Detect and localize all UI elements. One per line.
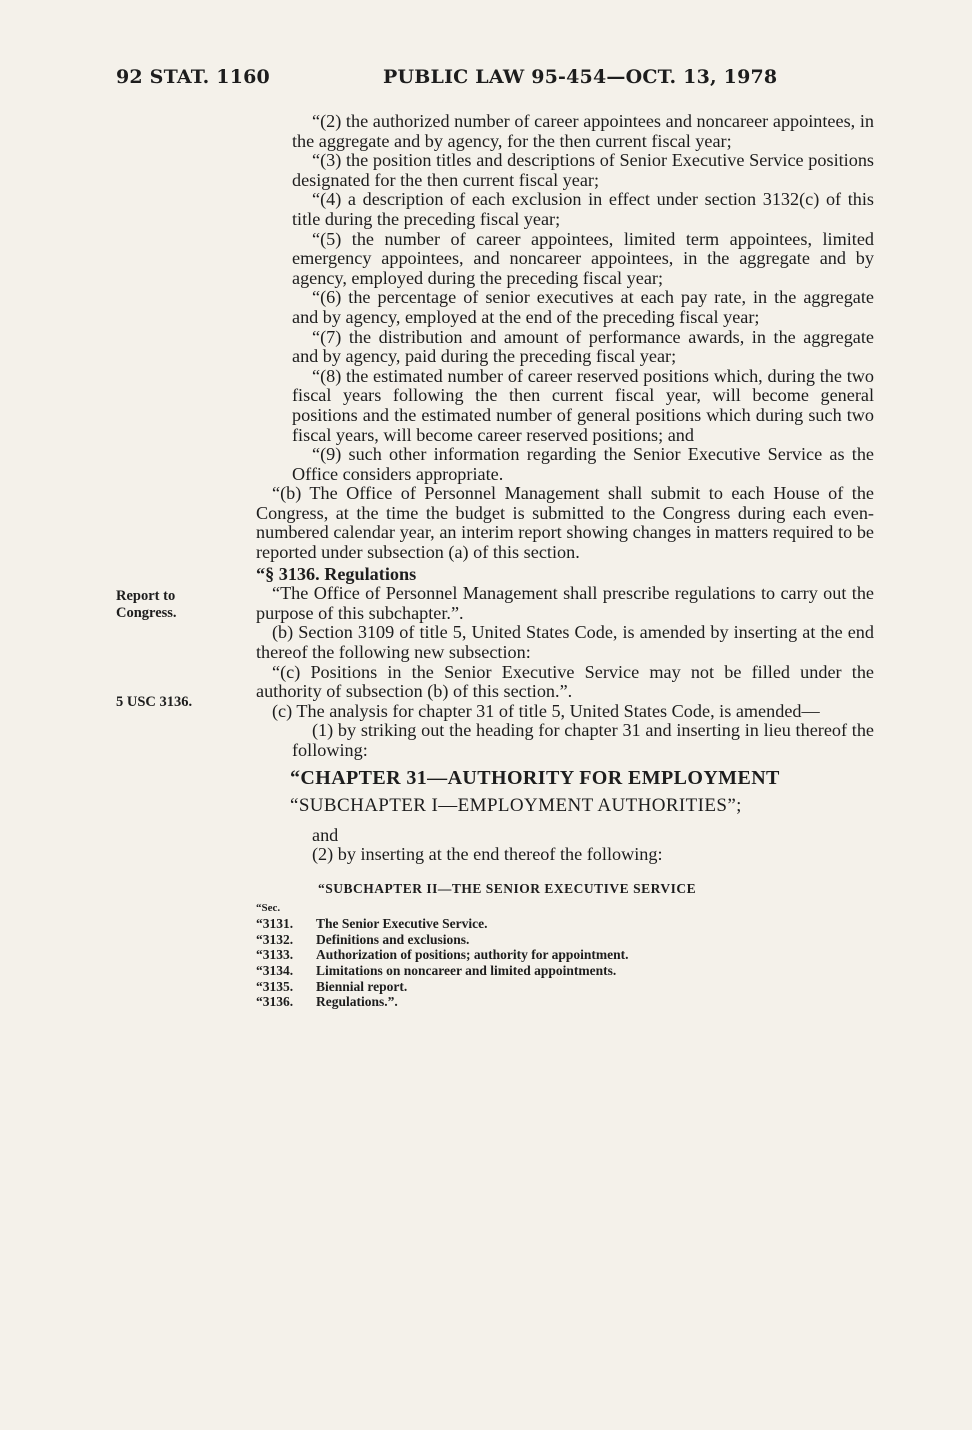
paragraph-3: “(3) the position titles and descriptions of Senior Executive Service positions designated for the then current fiscal year; xyxy=(292,150,874,190)
paragraph-7: “(7) the distribution and amount of performance awards, in the aggregate and by agency, paid during the preceding fiscal year; xyxy=(292,326,874,367)
paragraph-5: “(5) the number of career appointees, limited term appointees, limited emergency appointees, and noncareer appointees, in the aggregate and by agency, employed during the preceding fiscal year; xyxy=(292,228,874,288)
item-1: (1) by striking out the heading for chapter 31 and inserting in lieu thereof the following: xyxy=(292,720,874,760)
margin-note-usc: 5 USC 3136. xyxy=(116,694,193,710)
margin-note-line: Report to xyxy=(116,588,176,604)
paragraph-b: “(b) The Office of Personnel Management shall submit to each House of the Congress, at the time the budget is submitted to the Congress during each even-numbered calendar year, an interim report showing changes in matters required to be reported under subsection (a) of this section. xyxy=(256,483,874,563)
toc-title: Limitations on noncareer and limited appointments. xyxy=(316,962,617,978)
paragraph-2: “(2) the authorized number of career appointees and noncareer appointees, in the aggregate and by agency, for the then current fiscal year; xyxy=(292,111,874,151)
toc-number: “3133. xyxy=(256,947,294,963)
margin-note-line: Congress. xyxy=(116,605,177,621)
subsection-c: “(c) Positions in the Senior Executive Service may not be filled under the authority of subsection (b) of this section.”. xyxy=(256,661,874,702)
running-header: PUBLIC LAW 95-454—OCT. 13, 1978 xyxy=(383,66,778,88)
page-stat-number: 92 STAT. 1160 xyxy=(116,66,270,88)
margin-note-report xyxy=(116,588,177,622)
toc-row xyxy=(256,932,874,948)
toc-number: “3135. xyxy=(256,978,294,994)
amendment-c: (c) The analysis for chapter 31 of title 5, United States Code, is amended— xyxy=(272,700,820,721)
toc-title: Biennial report. xyxy=(316,978,408,994)
paragraph-8: “(8) the estimated number of career reserved positions which, during the two fiscal years following the then current fiscal year, will become general positions and the estimated number of general positions which during such two fiscal years, will become career reserved positions; and xyxy=(292,365,874,445)
paragraph-9: “(9) such other information regarding the Senior Executive Service as the Office considers appropriate. xyxy=(292,444,874,484)
toc-title: Regulations.”. xyxy=(316,994,398,1010)
amendment-b: (b) Section 3109 of title 5, United States Code, is amended by inserting at the end thereof the following new subsection: xyxy=(256,622,874,663)
section-text: “The Office of Personnel Management shall prescribe regulations to carry out the purpose of this subchapter.”. xyxy=(256,583,874,623)
item-2: (2) by inserting at the end thereof the following: xyxy=(312,844,663,865)
toc-row xyxy=(256,916,874,932)
toc-title: Authorization of positions; authority for appointment. xyxy=(316,947,629,963)
toc-sec-label: “Sec. xyxy=(256,901,281,914)
toc-number: “3136. xyxy=(256,994,294,1010)
toc-title: Definitions and exclusions. xyxy=(316,931,470,947)
chapter-heading: “CHAPTER 31—AUTHORITY FOR EMPLOYMENT xyxy=(290,766,780,789)
toc-row xyxy=(256,979,874,995)
toc-number: “3131. xyxy=(256,916,294,932)
subchapter-2-heading: “SUBCHAPTER II—THE SENIOR EXECUTIVE SERVICE xyxy=(318,880,697,896)
toc-number: “3134. xyxy=(256,962,294,978)
paragraph-4: “(4) a description of each exclusion in effect under section 3132(c) of this title during the preceding fiscal year; xyxy=(292,189,874,229)
section-heading: “§ 3136. Regulations xyxy=(256,563,417,584)
toc-title: The Senior Executive Service. xyxy=(316,916,488,932)
toc-row xyxy=(256,963,874,979)
toc-row xyxy=(256,994,874,1010)
and-connector: and xyxy=(312,824,339,845)
body-text xyxy=(256,112,874,1010)
paragraph-6: “(6) the percentage of senior executives at each pay rate, in the aggregate and by agency, employed at the end of the preceding fiscal year; xyxy=(292,287,874,327)
toc-row xyxy=(256,947,874,963)
toc-number: “3132. xyxy=(256,931,294,947)
subchapter-1-heading: “SUBCHAPTER I—EMPLOYMENT AUTHORITIES”; xyxy=(290,795,742,817)
table-of-sections xyxy=(256,901,874,1010)
